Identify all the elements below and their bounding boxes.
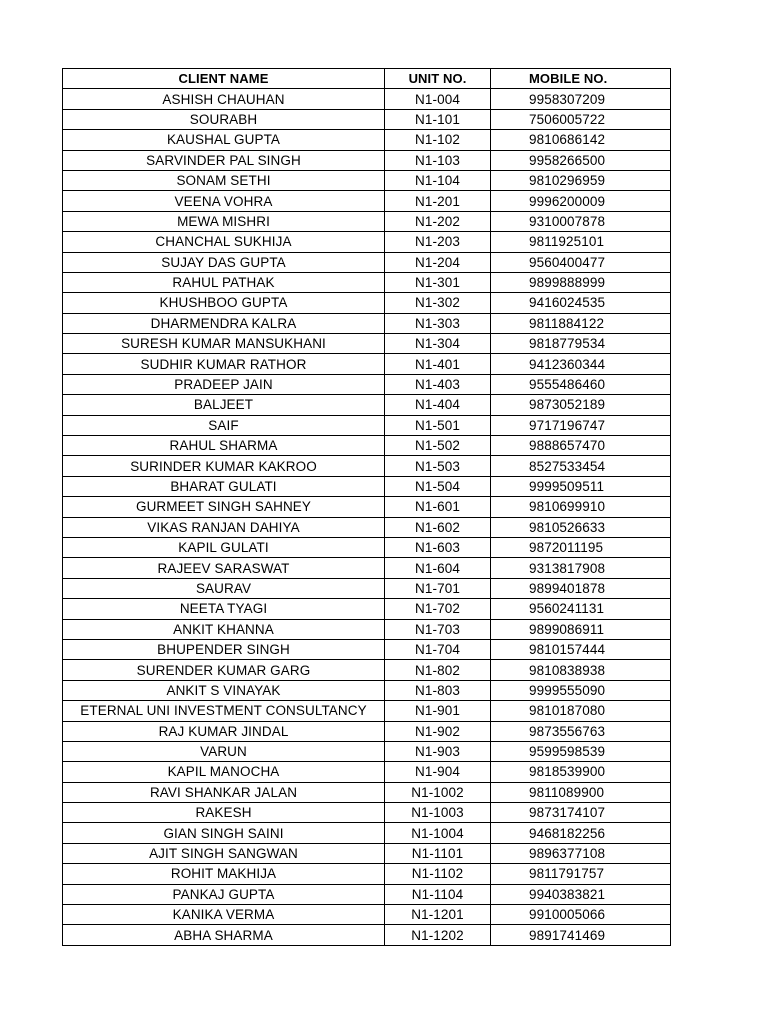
table-row bbox=[63, 456, 671, 476]
cell-unit-no: N1-1201 bbox=[385, 905, 491, 925]
table-row bbox=[63, 334, 671, 354]
cell-client-name: RAHUL PATHAK bbox=[63, 272, 385, 292]
cell-mobile-no: 9555486460 bbox=[491, 374, 671, 394]
cell-client-name: ETERNAL UNI INVESTMENT CONSULTANCY bbox=[63, 701, 385, 721]
cell-mobile-no: 9818779534 bbox=[491, 334, 671, 354]
table-header-row bbox=[63, 69, 671, 89]
table-row bbox=[63, 660, 671, 680]
table-row bbox=[63, 599, 671, 619]
cell-client-name: PANKAJ GUPTA bbox=[63, 884, 385, 904]
table-row bbox=[63, 109, 671, 129]
cell-unit-no: N1-404 bbox=[385, 395, 491, 415]
cell-client-name: ANKIT KHANNA bbox=[63, 619, 385, 639]
table-row bbox=[63, 497, 671, 517]
cell-client-name: DHARMENDRA KALRA bbox=[63, 313, 385, 333]
table-row bbox=[63, 803, 671, 823]
table-row bbox=[63, 395, 671, 415]
cell-client-name: RAJEEV SARASWAT bbox=[63, 558, 385, 578]
table-row bbox=[63, 925, 671, 945]
cell-mobile-no: 9310007878 bbox=[491, 211, 671, 231]
table-row bbox=[63, 782, 671, 802]
cell-client-name: BHARAT GULATI bbox=[63, 476, 385, 496]
cell-unit-no: N1-103 bbox=[385, 150, 491, 170]
cell-mobile-no: 9810187080 bbox=[491, 701, 671, 721]
table-row bbox=[63, 211, 671, 231]
cell-unit-no: N1-204 bbox=[385, 252, 491, 272]
cell-mobile-no: 7506005722 bbox=[491, 109, 671, 129]
cell-unit-no: N1-1003 bbox=[385, 803, 491, 823]
cell-mobile-no: 9811884122 bbox=[491, 313, 671, 333]
cell-unit-no: N1-1002 bbox=[385, 782, 491, 802]
cell-unit-no: N1-1101 bbox=[385, 843, 491, 863]
cell-client-name: SURENDER KUMAR GARG bbox=[63, 660, 385, 680]
cell-mobile-no: 9958307209 bbox=[491, 89, 671, 109]
table-row bbox=[63, 130, 671, 150]
cell-client-name: KAUSHAL GUPTA bbox=[63, 130, 385, 150]
table-row bbox=[63, 232, 671, 252]
cell-client-name: ASHISH CHAUHAN bbox=[63, 89, 385, 109]
cell-client-name: KHUSHBOO GUPTA bbox=[63, 293, 385, 313]
cell-client-name: SURINDER KUMAR KAKROO bbox=[63, 456, 385, 476]
cell-unit-no: N1-301 bbox=[385, 272, 491, 292]
table-row bbox=[63, 436, 671, 456]
cell-unit-no: N1-1104 bbox=[385, 884, 491, 904]
table-row bbox=[63, 741, 671, 761]
cell-client-name: SUJAY DAS GUPTA bbox=[63, 252, 385, 272]
table-row bbox=[63, 864, 671, 884]
cell-unit-no: N1-203 bbox=[385, 232, 491, 252]
cell-unit-no: N1-501 bbox=[385, 415, 491, 435]
table-row bbox=[63, 843, 671, 863]
table-body bbox=[63, 89, 671, 945]
cell-mobile-no: 9560400477 bbox=[491, 252, 671, 272]
cell-client-name: SURESH KUMAR MANSUKHANI bbox=[63, 334, 385, 354]
cell-mobile-no: 9873174107 bbox=[491, 803, 671, 823]
cell-client-name: MEWA MISHRI bbox=[63, 211, 385, 231]
table-row bbox=[63, 619, 671, 639]
cell-mobile-no: 9810157444 bbox=[491, 639, 671, 659]
cell-mobile-no: 9873052189 bbox=[491, 395, 671, 415]
cell-unit-no: N1-302 bbox=[385, 293, 491, 313]
cell-mobile-no: 9811089900 bbox=[491, 782, 671, 802]
cell-unit-no: N1-104 bbox=[385, 170, 491, 190]
cell-unit-no: N1-601 bbox=[385, 497, 491, 517]
cell-mobile-no: 9811925101 bbox=[491, 232, 671, 252]
client-table bbox=[62, 68, 671, 946]
cell-client-name: NEETA TYAGI bbox=[63, 599, 385, 619]
cell-client-name: ABHA SHARMA bbox=[63, 925, 385, 945]
cell-unit-no: N1-1102 bbox=[385, 864, 491, 884]
cell-client-name: RAVI SHANKAR JALAN bbox=[63, 782, 385, 802]
cell-unit-no: N1-304 bbox=[385, 334, 491, 354]
table-row bbox=[63, 415, 671, 435]
cell-client-name: AJIT SINGH SANGWAN bbox=[63, 843, 385, 863]
cell-client-name: PRADEEP JAIN bbox=[63, 374, 385, 394]
cell-mobile-no: 9999555090 bbox=[491, 680, 671, 700]
table-row bbox=[63, 762, 671, 782]
cell-mobile-no: 9872011195 bbox=[491, 537, 671, 557]
cell-mobile-no: 9996200009 bbox=[491, 191, 671, 211]
table-row bbox=[63, 701, 671, 721]
cell-unit-no: N1-504 bbox=[385, 476, 491, 496]
cell-unit-no: N1-401 bbox=[385, 354, 491, 374]
cell-unit-no: N1-903 bbox=[385, 741, 491, 761]
cell-client-name: GIAN SINGH SAINI bbox=[63, 823, 385, 843]
cell-client-name: ROHIT MAKHIJA bbox=[63, 864, 385, 884]
cell-unit-no: N1-202 bbox=[385, 211, 491, 231]
cell-client-name: GURMEET SINGH SAHNEY bbox=[63, 497, 385, 517]
header-unit-no: UNIT NO. bbox=[385, 69, 491, 89]
cell-mobile-no: 9818539900 bbox=[491, 762, 671, 782]
table-row bbox=[63, 578, 671, 598]
cell-mobile-no: 9811791757 bbox=[491, 864, 671, 884]
header-client-name: CLIENT NAME bbox=[63, 69, 385, 89]
cell-unit-no: N1-201 bbox=[385, 191, 491, 211]
cell-mobile-no: 9899086911 bbox=[491, 619, 671, 639]
cell-client-name: SOURABH bbox=[63, 109, 385, 129]
cell-unit-no: N1-502 bbox=[385, 436, 491, 456]
cell-mobile-no: 9810686142 bbox=[491, 130, 671, 150]
cell-mobile-no: 9958266500 bbox=[491, 150, 671, 170]
table-row bbox=[63, 639, 671, 659]
cell-mobile-no: 9896377108 bbox=[491, 843, 671, 863]
cell-unit-no: N1-303 bbox=[385, 313, 491, 333]
cell-unit-no: N1-1004 bbox=[385, 823, 491, 843]
cell-mobile-no: 9416024535 bbox=[491, 293, 671, 313]
header-mobile-no: MOBILE NO. bbox=[491, 69, 671, 89]
cell-unit-no: N1-1202 bbox=[385, 925, 491, 945]
cell-mobile-no: 9412360344 bbox=[491, 354, 671, 374]
cell-mobile-no: 9560241131 bbox=[491, 599, 671, 619]
table-row bbox=[63, 537, 671, 557]
cell-mobile-no: 9899888999 bbox=[491, 272, 671, 292]
cell-unit-no: N1-802 bbox=[385, 660, 491, 680]
cell-client-name: SAURAV bbox=[63, 578, 385, 598]
cell-unit-no: N1-704 bbox=[385, 639, 491, 659]
table-row bbox=[63, 374, 671, 394]
cell-client-name: KAPIL GULATI bbox=[63, 537, 385, 557]
cell-mobile-no: 9940383821 bbox=[491, 884, 671, 904]
cell-mobile-no: 9810838938 bbox=[491, 660, 671, 680]
cell-mobile-no: 9810526633 bbox=[491, 517, 671, 537]
cell-mobile-no: 9999509511 bbox=[491, 476, 671, 496]
table-row bbox=[63, 252, 671, 272]
cell-client-name: BALJEET bbox=[63, 395, 385, 415]
cell-client-name: SAIF bbox=[63, 415, 385, 435]
cell-unit-no: N1-503 bbox=[385, 456, 491, 476]
cell-mobile-no: 9717196747 bbox=[491, 415, 671, 435]
cell-unit-no: N1-803 bbox=[385, 680, 491, 700]
cell-unit-no: N1-703 bbox=[385, 619, 491, 639]
cell-client-name: KANIKA VERMA bbox=[63, 905, 385, 925]
cell-client-name: SARVINDER PAL SINGH bbox=[63, 150, 385, 170]
cell-unit-no: N1-101 bbox=[385, 109, 491, 129]
cell-client-name: VIKAS RANJAN DAHIYA bbox=[63, 517, 385, 537]
table-row bbox=[63, 905, 671, 925]
cell-unit-no: N1-901 bbox=[385, 701, 491, 721]
cell-mobile-no: 9810296959 bbox=[491, 170, 671, 190]
table-row bbox=[63, 272, 671, 292]
cell-client-name: VARUN bbox=[63, 741, 385, 761]
cell-client-name: CHANCHAL SUKHIJA bbox=[63, 232, 385, 252]
cell-mobile-no: 9810699910 bbox=[491, 497, 671, 517]
table-row bbox=[63, 293, 671, 313]
cell-client-name: SUDHIR KUMAR RATHOR bbox=[63, 354, 385, 374]
cell-unit-no: N1-702 bbox=[385, 599, 491, 619]
cell-mobile-no: 9888657470 bbox=[491, 436, 671, 456]
cell-client-name: VEENA VOHRA bbox=[63, 191, 385, 211]
cell-mobile-no: 9899401878 bbox=[491, 578, 671, 598]
table-row bbox=[63, 89, 671, 109]
table-row bbox=[63, 354, 671, 374]
cell-client-name: BHUPENDER SINGH bbox=[63, 639, 385, 659]
table-row bbox=[63, 680, 671, 700]
table-row bbox=[63, 884, 671, 904]
cell-mobile-no: 9873556763 bbox=[491, 721, 671, 741]
table-row bbox=[63, 721, 671, 741]
cell-unit-no: N1-701 bbox=[385, 578, 491, 598]
cell-client-name: KAPIL MANOCHA bbox=[63, 762, 385, 782]
cell-unit-no: N1-603 bbox=[385, 537, 491, 557]
table-row bbox=[63, 191, 671, 211]
cell-client-name: ANKIT S VINAYAK bbox=[63, 680, 385, 700]
table-row bbox=[63, 170, 671, 190]
table-row bbox=[63, 476, 671, 496]
cell-unit-no: N1-604 bbox=[385, 558, 491, 578]
cell-client-name: RAHUL SHARMA bbox=[63, 436, 385, 456]
cell-mobile-no: 8527533454 bbox=[491, 456, 671, 476]
cell-client-name: RAKESH bbox=[63, 803, 385, 823]
table-row bbox=[63, 558, 671, 578]
table-row bbox=[63, 823, 671, 843]
cell-unit-no: N1-902 bbox=[385, 721, 491, 741]
cell-unit-no: N1-602 bbox=[385, 517, 491, 537]
table-row bbox=[63, 150, 671, 170]
cell-client-name: SONAM SETHI bbox=[63, 170, 385, 190]
cell-mobile-no: 9468182256 bbox=[491, 823, 671, 843]
cell-mobile-no: 9891741469 bbox=[491, 925, 671, 945]
table-row bbox=[63, 517, 671, 537]
cell-unit-no: N1-102 bbox=[385, 130, 491, 150]
cell-client-name: RAJ KUMAR JINDAL bbox=[63, 721, 385, 741]
cell-mobile-no: 9599598539 bbox=[491, 741, 671, 761]
cell-mobile-no: 9910005066 bbox=[491, 905, 671, 925]
table-row bbox=[63, 313, 671, 333]
cell-unit-no: N1-004 bbox=[385, 89, 491, 109]
cell-mobile-no: 9313817908 bbox=[491, 558, 671, 578]
cell-unit-no: N1-904 bbox=[385, 762, 491, 782]
cell-unit-no: N1-403 bbox=[385, 374, 491, 394]
